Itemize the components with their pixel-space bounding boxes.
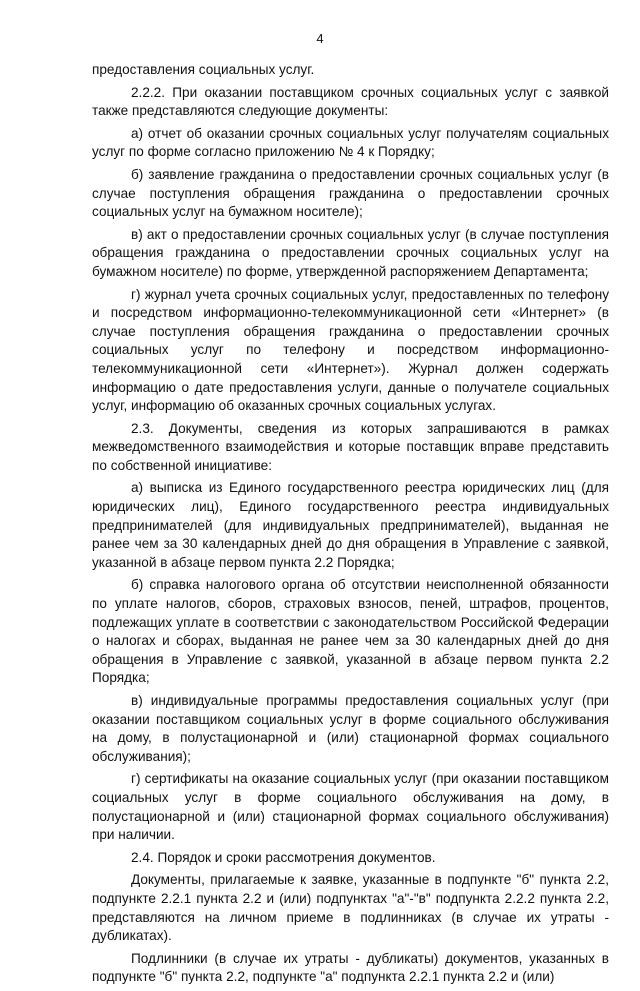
paragraph: а) отчет об оказании срочных социальных услуг получателям социальных услуг по форме согласно приложению № 4 к Порядку; xyxy=(92,125,609,160)
paragraph: Документы, прилагаемые к заявке, указанные в подпункте "б" пункта 2.2, подпункте 2.2.1 пункта 2.2 и (или) подпунктах "а"-"в" подпункта 2.2.2 пункта 2.2, представляются на личном приеме в подлинниках (в случае их утраты - дубликатах). xyxy=(92,872,609,944)
paragraph: б) справка налогового органа об отсутствии неисполненной обязанности по уплате налогов, сборов, страховых взносов, пеней, штрафов, процентов, подлежащих уплате в соответствии с законодательством Российской Федерации о налогах и сборах, выданная не ранее чем за 30 календарных дней до дня обращения в Управление с заявкой, указанной в абзаце первом пункта 2.2 Порядка; xyxy=(92,577,609,686)
paragraph: в) акт о предоставлении срочных социальных услуг (в случае поступления обращения гражданина о предоставлении срочных социальных услуг на бумажном носителе) по форме, утвержденной распоряжением Департамента; xyxy=(92,226,609,279)
paragraph: г) сертификаты на оказание социальных услуг (при оказании поставщиком социальных услуг в форме социального обслуживания на дому, в полустационарной и (или) стационарной формах социального обслуживания) при наличии. xyxy=(92,771,609,843)
paragraph: г) журнал учета срочных социальных услуг, предоставленных по телефону и посредством информационно-телекоммуникационной сети «Интернет» (в случае поступления обращения гражданина о предоставлении срочных социальных услуг по телефону и посредством информационно-телекоммуникационной сети «Интернет»). Журнал должен содержать информацию о дате предоставления услуги, данные о получателе социальных услуг, информацию об оказанных срочных социальных услугах. xyxy=(92,286,609,414)
document-body xyxy=(92,61,609,991)
paragraph: 2.4. Порядок и сроки рассмотрения документов. xyxy=(131,849,436,865)
paragraph: в) индивидуальные программы предоставления социальных услуг (при оказании поставщиком социальных услуг в форме социального обслуживания на дому, в полустационарной и (или) стационарной формах социального обслуживания); xyxy=(92,693,609,764)
paragraph: Подлинники (в случае их утраты - дубликаты) документов, указанных в подпункте "б" пункта 2.2, подпункте "а" подпункта 2.2.1 пункта 2.2 и (или) xyxy=(92,950,609,985)
paragraph: 2.2.2. При оказании поставщиком срочных социальных услуг с заявкой также представляются следующие документы: xyxy=(92,84,609,119)
paragraph: 2.3. Документы, сведения из которых запрашиваются в рамках межведомственного взаимодействия и которые поставщик вправе представить по собственной инициативе: xyxy=(92,420,609,473)
paragraph: а) выписка из Единого государственного реестра юридических лиц (для юридических лиц), Единого государственного реестра индивидуальных предпринимателей (для индивидуальных предпринимателей), выданная не ранее чем за 30 календарных дней до дня обращения в Управление с заявкой, указанной в абзаце первом пункта 2.2 Порядка; xyxy=(92,480,609,570)
paragraph: б) заявление гражданина о предоставлении срочных социальных услуг (в случае поступления обращения гражданина о предоставлении срочных социальных услуг на бумажном носителе); xyxy=(92,166,609,220)
page-number: 4 xyxy=(316,31,324,46)
paragraph: предоставления социальных услуг. xyxy=(92,62,315,77)
